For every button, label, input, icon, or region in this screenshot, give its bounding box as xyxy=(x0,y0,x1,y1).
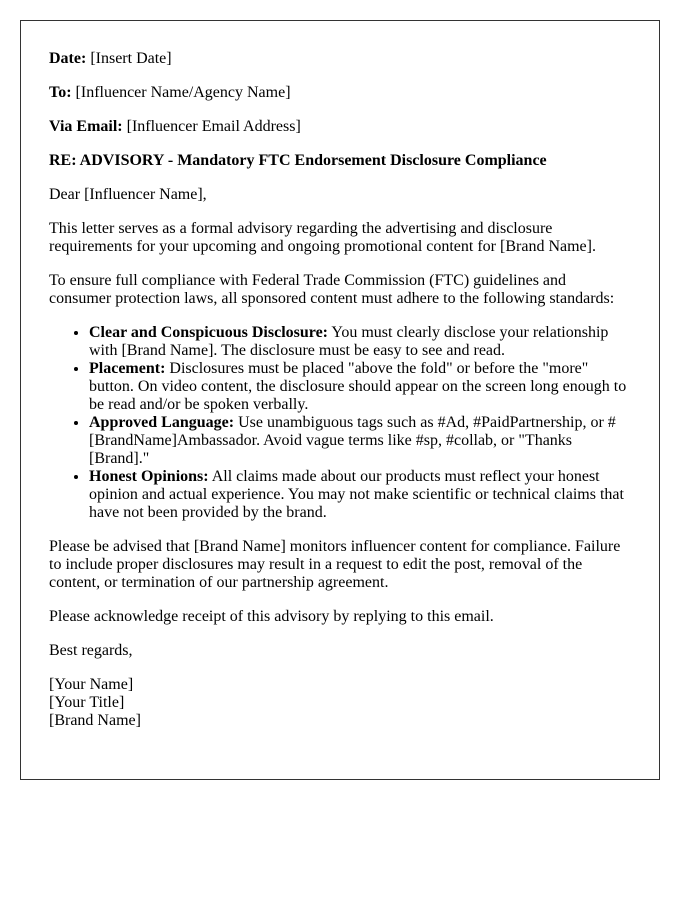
standard-title: Placement: xyxy=(89,360,166,377)
acknowledge-paragraph: Please acknowledge receipt of this advisory by replying to this email. xyxy=(49,608,494,625)
standard-item-disclosure xyxy=(89,324,631,360)
date-value: [Insert Date] xyxy=(90,50,172,67)
standard-text: You must clearly disclose your relationship with [Brand Name]. The disclosure must be easy to see and read. xyxy=(89,324,609,359)
standard-title: Honest Opinions: xyxy=(89,468,209,485)
standard-item-opinions xyxy=(89,468,631,522)
signature-name: [Your Name] xyxy=(49,676,134,693)
via-email-value: [Influencer Email Address] xyxy=(126,118,301,135)
subject-text: RE: ADVISORY - Mandatory FTC Endorsement Disclosure Compliance xyxy=(49,152,547,169)
standards-list xyxy=(49,324,631,522)
standards-intro-paragraph: To ensure full compliance with Federal Trade Commission (FTC) guidelines and consumer protection laws, all sponsored content must adhere to the following standards: xyxy=(49,272,615,307)
standard-item-language xyxy=(89,414,631,468)
to-value: [Influencer Name/Agency Name] xyxy=(75,84,291,101)
intro-paragraph: This letter serves as a formal advisory regarding the advertising and disclosure requirements for your upcoming and ongoing promotional content for [Brand Name]. xyxy=(49,220,596,255)
standard-text: Use unambiguous tags such as #Ad, #PaidPartnership, or #[BrandName]Ambassador. Avoid vague terms like #sp, #collab, or "Thanks [Brand]." xyxy=(89,414,616,467)
standard-title: Clear and Conspicuous Disclosure: xyxy=(89,324,328,341)
letter-document xyxy=(20,20,660,780)
signature-block xyxy=(49,676,631,730)
signature-brand: [Brand Name] xyxy=(49,712,141,729)
date-label: Date: xyxy=(49,50,87,67)
to-label: To: xyxy=(49,84,72,101)
date-line xyxy=(49,50,631,68)
standard-text: All claims made about our products must reflect your honest opinion and actual experience. You may not make scientific or technical claims that have not been provided by the brand. xyxy=(89,468,624,521)
via-email-line xyxy=(49,118,631,136)
to-line xyxy=(49,84,631,102)
closing: Best regards, xyxy=(49,642,133,659)
signature-title: [Your Title] xyxy=(49,694,125,711)
standard-title: Approved Language: xyxy=(89,414,235,431)
standard-item-placement xyxy=(89,360,631,414)
subject-line xyxy=(49,152,631,170)
standard-text: Disclosures must be placed "above the fold" or before the "more" button. On video content, the disclosure should appear on the screen long enough to be read and/or be spoken verbally. xyxy=(89,360,627,413)
monitoring-paragraph: Please be advised that [Brand Name] monitors influencer content for compliance. Failure to include proper disclosures may result in a request to edit the post, removal of the content, or termination of our partnership agreement. xyxy=(49,538,621,591)
salutation: Dear [Influencer Name], xyxy=(49,186,207,203)
via-email-label: Via Email: xyxy=(49,118,123,135)
